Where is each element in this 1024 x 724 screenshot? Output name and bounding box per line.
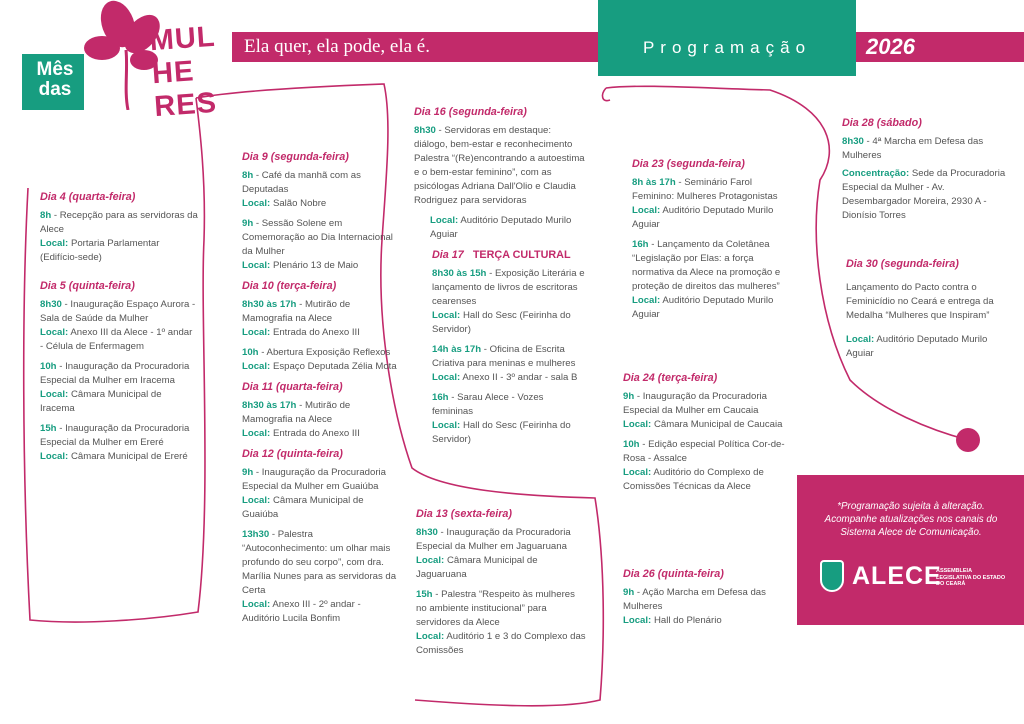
location-label: Local:: [242, 327, 271, 338]
event-text: Palestra “Respeito às mulheres no ambiente institucional” para servidores da Alece: [416, 589, 575, 628]
event: 8h30 às 17h - Mutirão de Mamografia na Alece Local: Entrada do Anexo III: [242, 400, 360, 439]
event-time: 9h: [242, 218, 254, 229]
event-location: Câmara Municipal de Guaiúba: [242, 495, 364, 520]
event-time: 10h: [40, 361, 57, 372]
event: 16h - Sarau Alece - Vozes femininas Local: Hall do Sesc (Feirinha do Servidor): [432, 392, 571, 445]
column-4: [632, 157, 794, 328]
event: 8h30 - 4ª Marcha em Defesa das Mulheres Concentração: Sede da Procuradoria Especial da Mulher - Av. Desembargador Moreira, 2930 A - Dionísio Torres: [842, 136, 1006, 221]
location-label: Local:: [623, 419, 652, 430]
event-location: Auditório 1 e 3 do Complexo das Comissões: [416, 631, 586, 656]
event-time: 16h: [632, 239, 649, 250]
event-text: Mutirão de Mamografia na Alece: [242, 299, 351, 324]
event-text: Mutirão de Mamografia na Alece: [242, 400, 351, 425]
event-time: 8h às 17h: [632, 177, 676, 188]
location-label: Local:: [430, 215, 459, 226]
day-heading: Dia 30 (segunda-feira): [846, 258, 959, 270]
day-heading-theme: TERÇA CULTURAL: [472, 249, 571, 261]
tagline: Ela quer, ela pode, ela é.: [244, 36, 430, 57]
event: 8h30 às 15h - Exposição Literária e lançamento de livros de escritoras cearenses Local: Hall do Sesc (Feirinha do Servidor): [432, 268, 585, 335]
event: 10h - Abertura Exposição Reflexos Local: Espaço Deputada Zélia Mota: [242, 347, 397, 372]
curve-end-dot: [956, 428, 980, 452]
event: 9h - Sessão Solene em Comemoração ao Dia Internacional da Mulher Local: Plenário 13 de Maio: [242, 218, 393, 271]
event: 10h - Inauguração da Procuradoria Especial da Mulher em Iracema Local: Câmara Municipal de Iracema: [40, 361, 190, 414]
logo-mulheres-line3: RES: [153, 86, 218, 124]
event-text: Inauguração da Procuradoria Especial da Mulher em Jaguaruana: [416, 527, 571, 552]
day-heading: [414, 248, 586, 262]
location-label: Local:: [623, 615, 652, 626]
day-heading: Dia 12 (quinta-feira): [242, 448, 343, 460]
location-label: Local:: [623, 467, 652, 478]
day-heading: Dia 28 (sábado): [842, 117, 922, 129]
notice-line-2: Acompanhe atualizações nos canais do Sistema Alece de Comunicação.: [824, 514, 998, 538]
notice-box: [797, 475, 1024, 625]
event-text: Abertura Exposição Reflexos: [266, 347, 391, 358]
event-location: Anexo II - 3º andar - sala B: [462, 372, 578, 383]
event: 8h - Café da manhã com as Deputadas Local: Salão Nobre: [242, 170, 361, 209]
day-heading: Dia 11 (quarta-feira): [242, 381, 343, 393]
event-location: Portaria Parlamentar (Edifício-sede): [40, 238, 160, 263]
event-location: Plenário 13 de Maio: [272, 260, 359, 271]
location-label: Local:: [242, 495, 271, 506]
day-heading: Dia 4 (quarta-feira): [40, 191, 136, 203]
day-heading: Dia 23 (segunda-feira): [632, 158, 745, 170]
event: 8h às 17h - Seminário Farol Feminino: Mulheres Protagonistas Local: Auditório Deputado Murilo Aguiar: [632, 177, 778, 230]
event: 10h - Edição especial Política Cor-de-Rosa - Assalce Local: Auditório do Complexo de Comissões Técnicas da Alece: [623, 439, 785, 492]
column-3b: [416, 507, 588, 664]
alece-brand-subtitle: ASSEMBLEIA LEGISLATIVA DO ESTADO DO CEARÁ: [936, 568, 1006, 587]
event-location: Auditório Deputado Murilo Aguiar: [846, 334, 988, 359]
event-text: Inauguração da Procuradoria Especial da Mulher em Ereré: [40, 423, 190, 448]
event-time: 13h30: [242, 529, 270, 540]
location-label: Local:: [242, 260, 271, 271]
column-1: [40, 190, 198, 470]
event-text: Exposição Literária e lançamento de livros de escritoras cearenses: [432, 268, 585, 307]
event: 14h às 17h - Oficina de Escrita Criativa para meninas e mulheres Local: Anexo II - 3º andar - sala B: [432, 344, 578, 383]
location-label: Local:: [432, 372, 461, 383]
event-time: 14h às 17h: [432, 344, 482, 355]
event-location: Auditório Deputado Murilo Aguiar: [430, 215, 572, 240]
event-time: 9h: [623, 391, 635, 402]
column-2: [242, 150, 400, 632]
notice-line-1: *Programação sujeita à alteração.: [837, 501, 985, 512]
event-location: Salão Nobre: [272, 198, 327, 209]
day-heading: Dia 5 (quinta-feira): [40, 280, 135, 292]
location-label: Local:: [40, 389, 69, 400]
location-label: Concentração:: [842, 168, 910, 179]
event-text: Recepção para as servidoras da Alece: [40, 210, 198, 235]
column-4c: [623, 567, 785, 634]
event-location: Câmara Municipal de Iracema: [40, 389, 162, 414]
event: [846, 281, 996, 361]
event: 9h - Ação Marcha em Defesa das Mulheres Local: Hall do Plenário: [623, 587, 766, 626]
event-text: Inauguração da Procuradoria Especial da Mulher em Iracema: [40, 361, 190, 386]
event-text: Ação Marcha em Defesa das Mulheres: [623, 587, 766, 612]
column-4b: [623, 371, 785, 500]
event-time: 15h: [40, 423, 57, 434]
event-location: Hall do Sesc (Feirinha do Servidor): [432, 310, 571, 335]
day-heading: Dia 9 (segunda-feira): [242, 151, 349, 163]
event-time: 8h: [242, 170, 254, 181]
event-time: 8h30 às 17h: [242, 299, 297, 310]
location-label: Local:: [416, 631, 445, 642]
event-time: 15h: [416, 589, 433, 600]
day-heading: Dia 13 (sexta-feira): [416, 508, 513, 520]
alece-brand: ALECE: [852, 562, 942, 590]
event-location: Entrada do Anexo III: [272, 327, 360, 338]
location-label: Local:: [632, 295, 661, 306]
event: 8h30 - Inauguração Espaço Aurora - Sala de Saúde da Mulher Local: Anexo III da Alece - 1º andar - Célula de Enfermagem: [40, 299, 196, 352]
event-location: Câmara Municipal de Jaguaruana: [416, 555, 538, 580]
event-location: Auditório do Complexo de Comissões Técnicas da Alece: [623, 467, 764, 492]
event-text: Sarau Alece - Vozes femininas: [432, 392, 544, 417]
event-text: Seminário Farol Feminino: Mulheres Protagonistas: [632, 177, 778, 202]
location-label: Local:: [242, 361, 271, 372]
logo-mes-das: [26, 60, 84, 100]
column-5: [842, 116, 1012, 229]
logo-mulheres: [149, 19, 248, 124]
event-location: Anexo III - 2º andar - Auditório Lucila Bonfim: [242, 599, 361, 624]
column-5b: [846, 257, 996, 367]
event-location: Auditório Deputado Murilo Aguiar: [632, 205, 774, 230]
event: 9h - Inauguração da Procuradoria Especial da Mulher em Guaiúba Local: Câmara Municipal de Guaiúba: [242, 467, 387, 520]
event-time: 8h30: [416, 527, 438, 538]
event-text: Inauguração da Procuradoria Especial da Mulher em Guaiúba: [242, 467, 387, 492]
event-time: 10h: [242, 347, 259, 358]
event-time: 8h30 às 17h: [242, 400, 297, 411]
location-label: Local:: [632, 205, 661, 216]
day-heading: Dia 26 (quinta-feira): [623, 568, 724, 580]
day-heading: Dia 24 (terça-feira): [623, 372, 718, 384]
location-label: Local:: [846, 334, 875, 345]
event-text: Inauguração Espaço Aurora - Sala de Saúde da Mulher: [40, 299, 196, 324]
event-location: Anexo III da Alece - 1º andar - Célula de Enfermagem: [40, 327, 193, 352]
day-17-events: [414, 267, 586, 447]
column-3: [414, 105, 586, 453]
location-label: Local:: [40, 238, 69, 249]
event-location: Câmara Municipal de Caucaia: [653, 419, 783, 430]
location-label: Local:: [242, 599, 271, 610]
location-label: Local:: [242, 198, 271, 209]
logo-das-text: das: [38, 79, 72, 100]
event-time: 16h: [432, 392, 449, 403]
event: 8h30 às 17h - Mutirão de Mamografia na Alece Local: Entrada do Anexo III: [242, 299, 360, 338]
event-time: 8h30 às 15h: [432, 268, 487, 279]
day-heading: Dia 10 (terça-feira): [242, 280, 337, 292]
location-label: Local:: [40, 451, 69, 462]
event: 8h - Recepção para as servidoras da Alece Local: Portaria Parlamentar (Edifício-sede): [40, 210, 198, 263]
event: 13h30 - Palestra “Autoconhecimento: um olhar mais profundo do seu corpo”, com dra. Marília Nunes para as servidoras da Certa Local: Anexo III - 2º andar - Auditório Lucila Bonfim: [242, 529, 397, 624]
event-text: Lançamento do Pacto contra o Feminicídio no Ceará e entrega da Medalha “Mulheres que Inspiram”: [846, 282, 994, 321]
event-text: Lançamento da Coletânea “Legislação por Elas: a força normativa da Alece na promoção e proteção de direitos das mulheres”: [632, 239, 781, 292]
event-time: 8h30: [414, 125, 436, 136]
day-heading-date: Dia 17: [432, 249, 464, 261]
day-heading: Dia 16 (segunda-feira): [414, 106, 527, 118]
event: 8h30 - Servidoras em destaque: diálogo, bem-estar e reconhecimento Palestra “(Re)encontrando a autoestima e o bem-estar feminino”, com as psicólogas Adriana Dall'Olio e Claudia Rodriguez para servidoras: [414, 125, 585, 206]
event-text: Oficina de Escrita Criativa para meninas e mulheres: [432, 344, 576, 369]
event: 16h - Lançamento da Coletânea “Legislação por Elas: a força normativa da Alece na promoção e proteção de direitos das mulheres” Local: Auditório Deputado Murilo Aguiar: [632, 239, 781, 320]
location-label: Local:: [432, 420, 461, 431]
event-location: Hall do Plenário: [653, 615, 722, 626]
logo-mulheres-line1: MUL: [148, 20, 217, 58]
alece-seal-icon: [820, 560, 844, 592]
event-location: Entrada do Anexo III: [272, 428, 360, 439]
event-text: 4ª Marcha em Defesa das Mulheres: [842, 136, 984, 161]
event-text: Servidoras em destaque: diálogo, bem-estar e reconhecimento Palestra “(Re)encontrando a autoestima e o bem-estar feminino”, com as psicólogas Adriana Dall'Olio e Claudia Rodriguez para servidoras: [414, 125, 585, 206]
event-time: 8h30: [40, 299, 62, 310]
event-location: Sede da Procuradoria Especial da Mulher - Av. Desembargador Moreira, 2930 A - Dionísio Torres: [842, 168, 1006, 221]
event: 9h - Inauguração da Procuradoria Especial da Mulher em Caucaia Local: Câmara Municipal de Caucaia: [623, 391, 783, 430]
event: 15h - Palestra “Respeito às mulheres no ambiente institucional” para servidores da Alece Local: Auditório 1 e 3 do Complexo das Comissões: [416, 589, 586, 656]
location-label: Local:: [40, 327, 69, 338]
location-label: Local:: [416, 555, 445, 566]
notice-text: [806, 500, 1016, 539]
event-text: Edição especial Política Cor-de-Rosa - Assalce: [623, 439, 785, 464]
event: 15h - Inauguração da Procuradoria Especial da Mulher em Ereré Local: Câmara Municipal de Ereré: [40, 423, 190, 462]
location-label: Local:: [242, 428, 271, 439]
event-text: Café da manhã com as Deputadas: [242, 170, 361, 195]
event-time: 8h30: [842, 136, 864, 147]
logo-mulheres-line2: HE: [150, 55, 196, 91]
event-time: 9h: [242, 467, 254, 478]
event-text: Sessão Solene em Comemoração ao Dia Internacional da Mulher: [242, 218, 393, 257]
event-location: Hall do Sesc (Feirinha do Servidor): [432, 420, 571, 445]
event-location: Espaço Deputada Zélia Mota: [272, 361, 397, 372]
program-title: Programação: [642, 38, 812, 57]
event-time: 9h: [623, 587, 635, 598]
event: [414, 214, 586, 242]
event: 8h30 - Inauguração da Procuradoria Especial da Mulher em Jaguaruana Local: Câmara Municipal de Jaguaruana: [416, 527, 571, 580]
event-location: Auditório Deputado Murilo Aguiar: [632, 295, 774, 320]
event-time: 8h: [40, 210, 52, 221]
location-label: Local:: [432, 310, 461, 321]
event-text: Palestra “Autoconhecimento: um olhar mais profundo do seu corpo”, com dra. Marília Nunes para as servidoras da Certa: [242, 529, 397, 596]
logo-mes-text: Mês: [36, 59, 74, 80]
event-text: Inauguração da Procuradoria Especial da Mulher em Caucaia: [623, 391, 768, 416]
event-location: Câmara Municipal de Ereré: [70, 451, 188, 462]
year: 2026: [866, 34, 915, 59]
event-time: 10h: [623, 439, 640, 450]
